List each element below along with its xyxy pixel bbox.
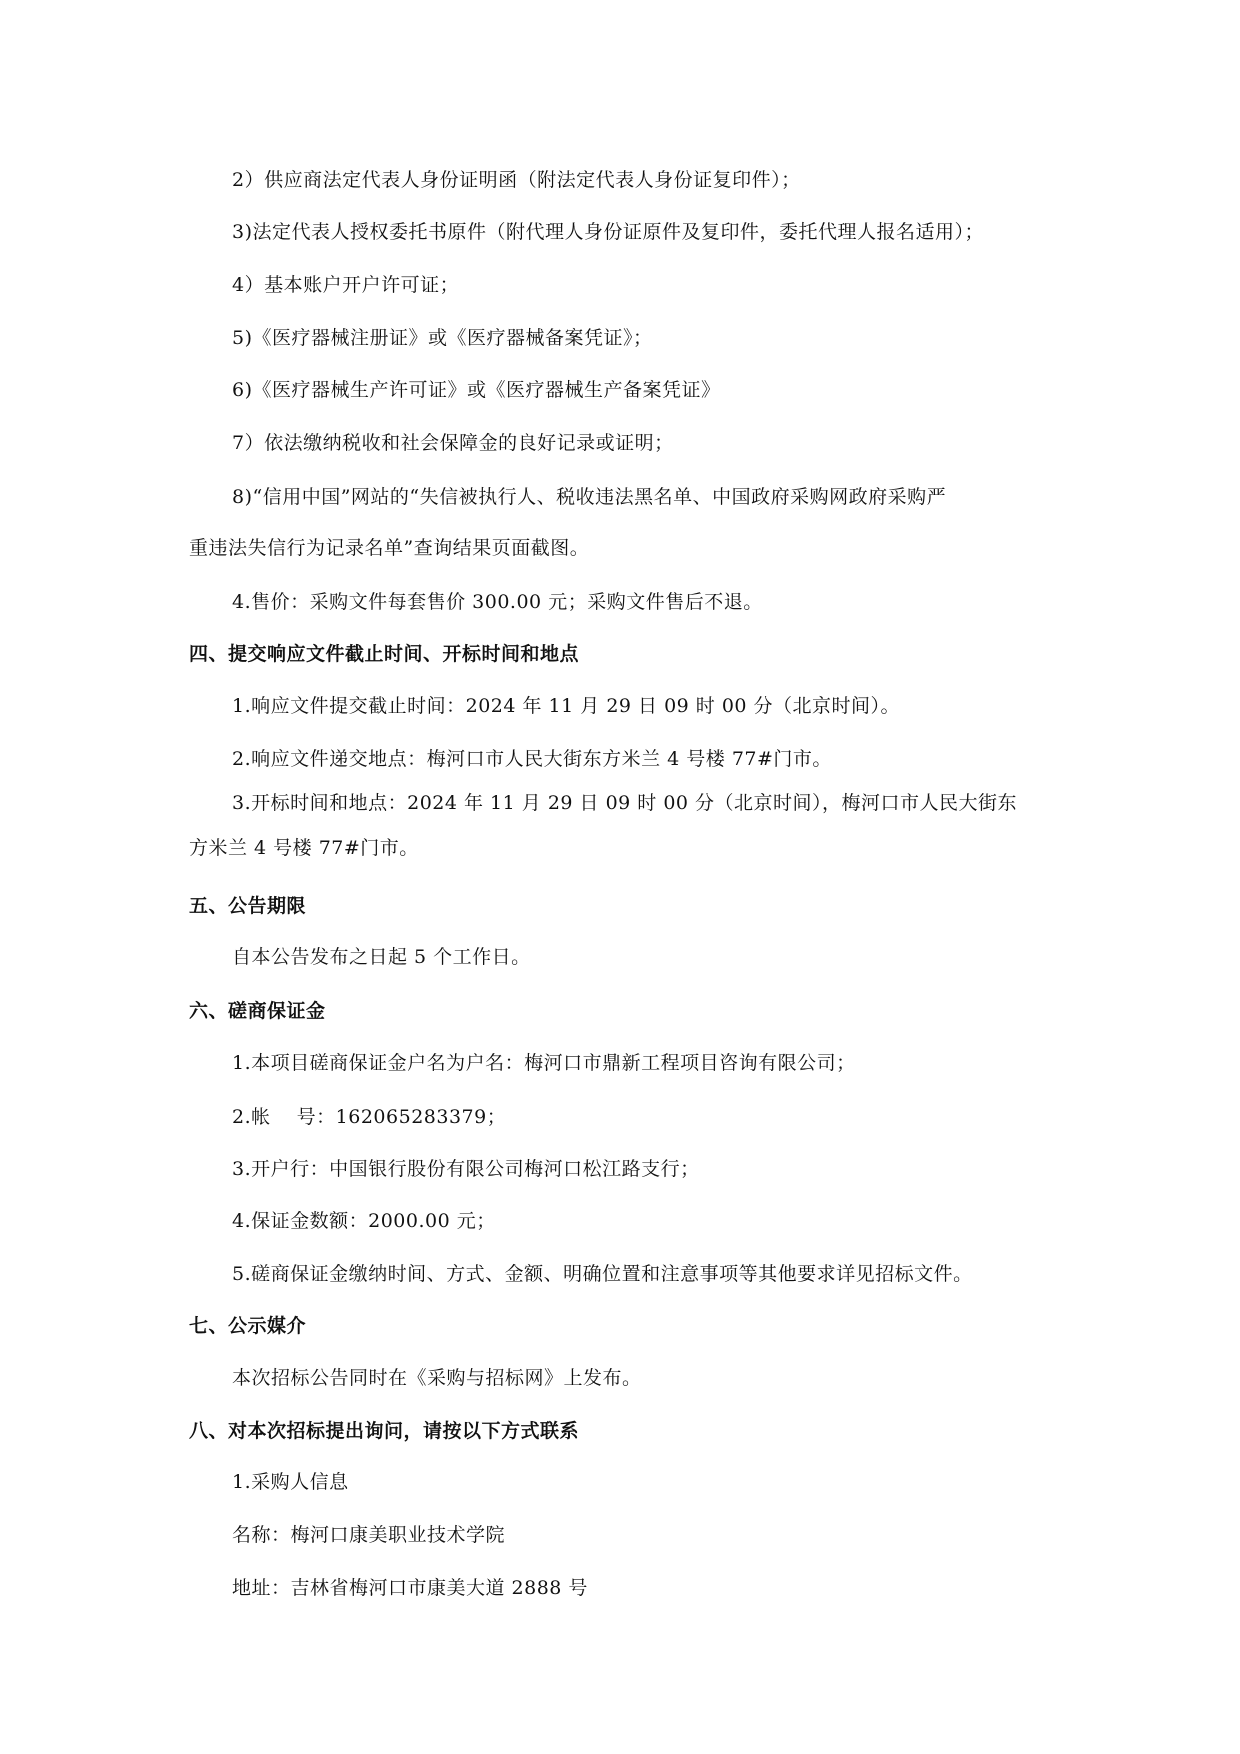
qualification-item-5: 5)《医疗器械注册证》或《医疗器械备案凭证》；: [232, 327, 653, 349]
section-4-item-2: 2.响应文件递交地点：梅河口市人民大街东方米兰 4 号楼 77#门市。: [232, 748, 832, 770]
qualification-item-7: 7）依法缴纳税收和社会保障金的良好记录或证明；: [232, 432, 674, 454]
section-4-item-1: 1.响应文件提交截止时间：2024 年 11 月 29 日 09 时 00 分（北京时间）。: [232, 695, 901, 717]
section-5-text: 自本公告发布之日起 5 个工作日。: [232, 946, 531, 968]
section-8-heading: 八、对本次招标提出询问，请按以下方式联系: [189, 1420, 580, 1442]
section-6-item-2: 2.帐 号：162065283379；: [232, 1106, 507, 1128]
section-6-item-4: 4.保证金数额：2000.00 元；: [232, 1210, 496, 1232]
section-6-heading: 六、磋商保证金: [189, 1000, 326, 1022]
qualification-item-8: 8)“信用中国”网站的“失信被执行人、税收违法黑名单、中国政府采购网政府采购严: [232, 486, 947, 508]
section-8-item-1: 1.采购人信息: [232, 1471, 349, 1493]
qualification-item-8-cont: 重违法失信行为记录名单”查询结果页面截图。: [189, 537, 590, 559]
qualification-item-6: 6)《医疗器械生产许可证》或《医疗器械生产备案凭证》: [232, 379, 721, 401]
section-4-item-3: 3.开标时间和地点：2024 年 11 月 29 日 09 时 00 分（北京时间），梅河口市人民大街东: [232, 792, 1018, 814]
section-6-item-1: 1.本项目磋商保证金户名为户名：梅河口市鼎新工程项目咨询有限公司；: [232, 1052, 856, 1074]
section-4-item-3-cont: 方米兰 4 号楼 77#门市。: [189, 837, 419, 859]
section-7-heading: 七、公示媒介: [189, 1315, 307, 1337]
qualification-item-2: 2）供应商法定代表人身份证明函（附法定代表人身份证复印件）；: [232, 169, 801, 191]
purchaser-address: 地址：吉林省梅河口市康美大道 2888 号: [232, 1577, 588, 1599]
section-6-item-5: 5.磋商保证金缴纳时间、方式、金额、明确位置和注意事项等其他要求详见招标文件。: [232, 1263, 973, 1285]
section-5-heading: 五、公告期限: [189, 895, 307, 917]
price-item: 4.售价：采购文件每套售价 300.00 元；采购文件售后不退。: [232, 591, 763, 613]
qualification-item-4: 4）基本账户开户许可证；: [232, 274, 460, 296]
qualification-item-3: 3)法定代表人授权委托书原件（附代理人身份证原件及复印件，委托代理人报名适用）；: [232, 221, 985, 243]
section-6-item-3: 3.开户行：中国银行股份有限公司梅河口松江路支行；: [232, 1158, 700, 1180]
purchaser-name: 名称：梅河口康美职业技术学院: [232, 1524, 506, 1546]
section-4-heading: 四、提交响应文件截止时间、开标时间和地点: [189, 643, 580, 665]
section-7-text: 本次招标公告同时在《采购与招标网》上发布。: [232, 1367, 642, 1389]
